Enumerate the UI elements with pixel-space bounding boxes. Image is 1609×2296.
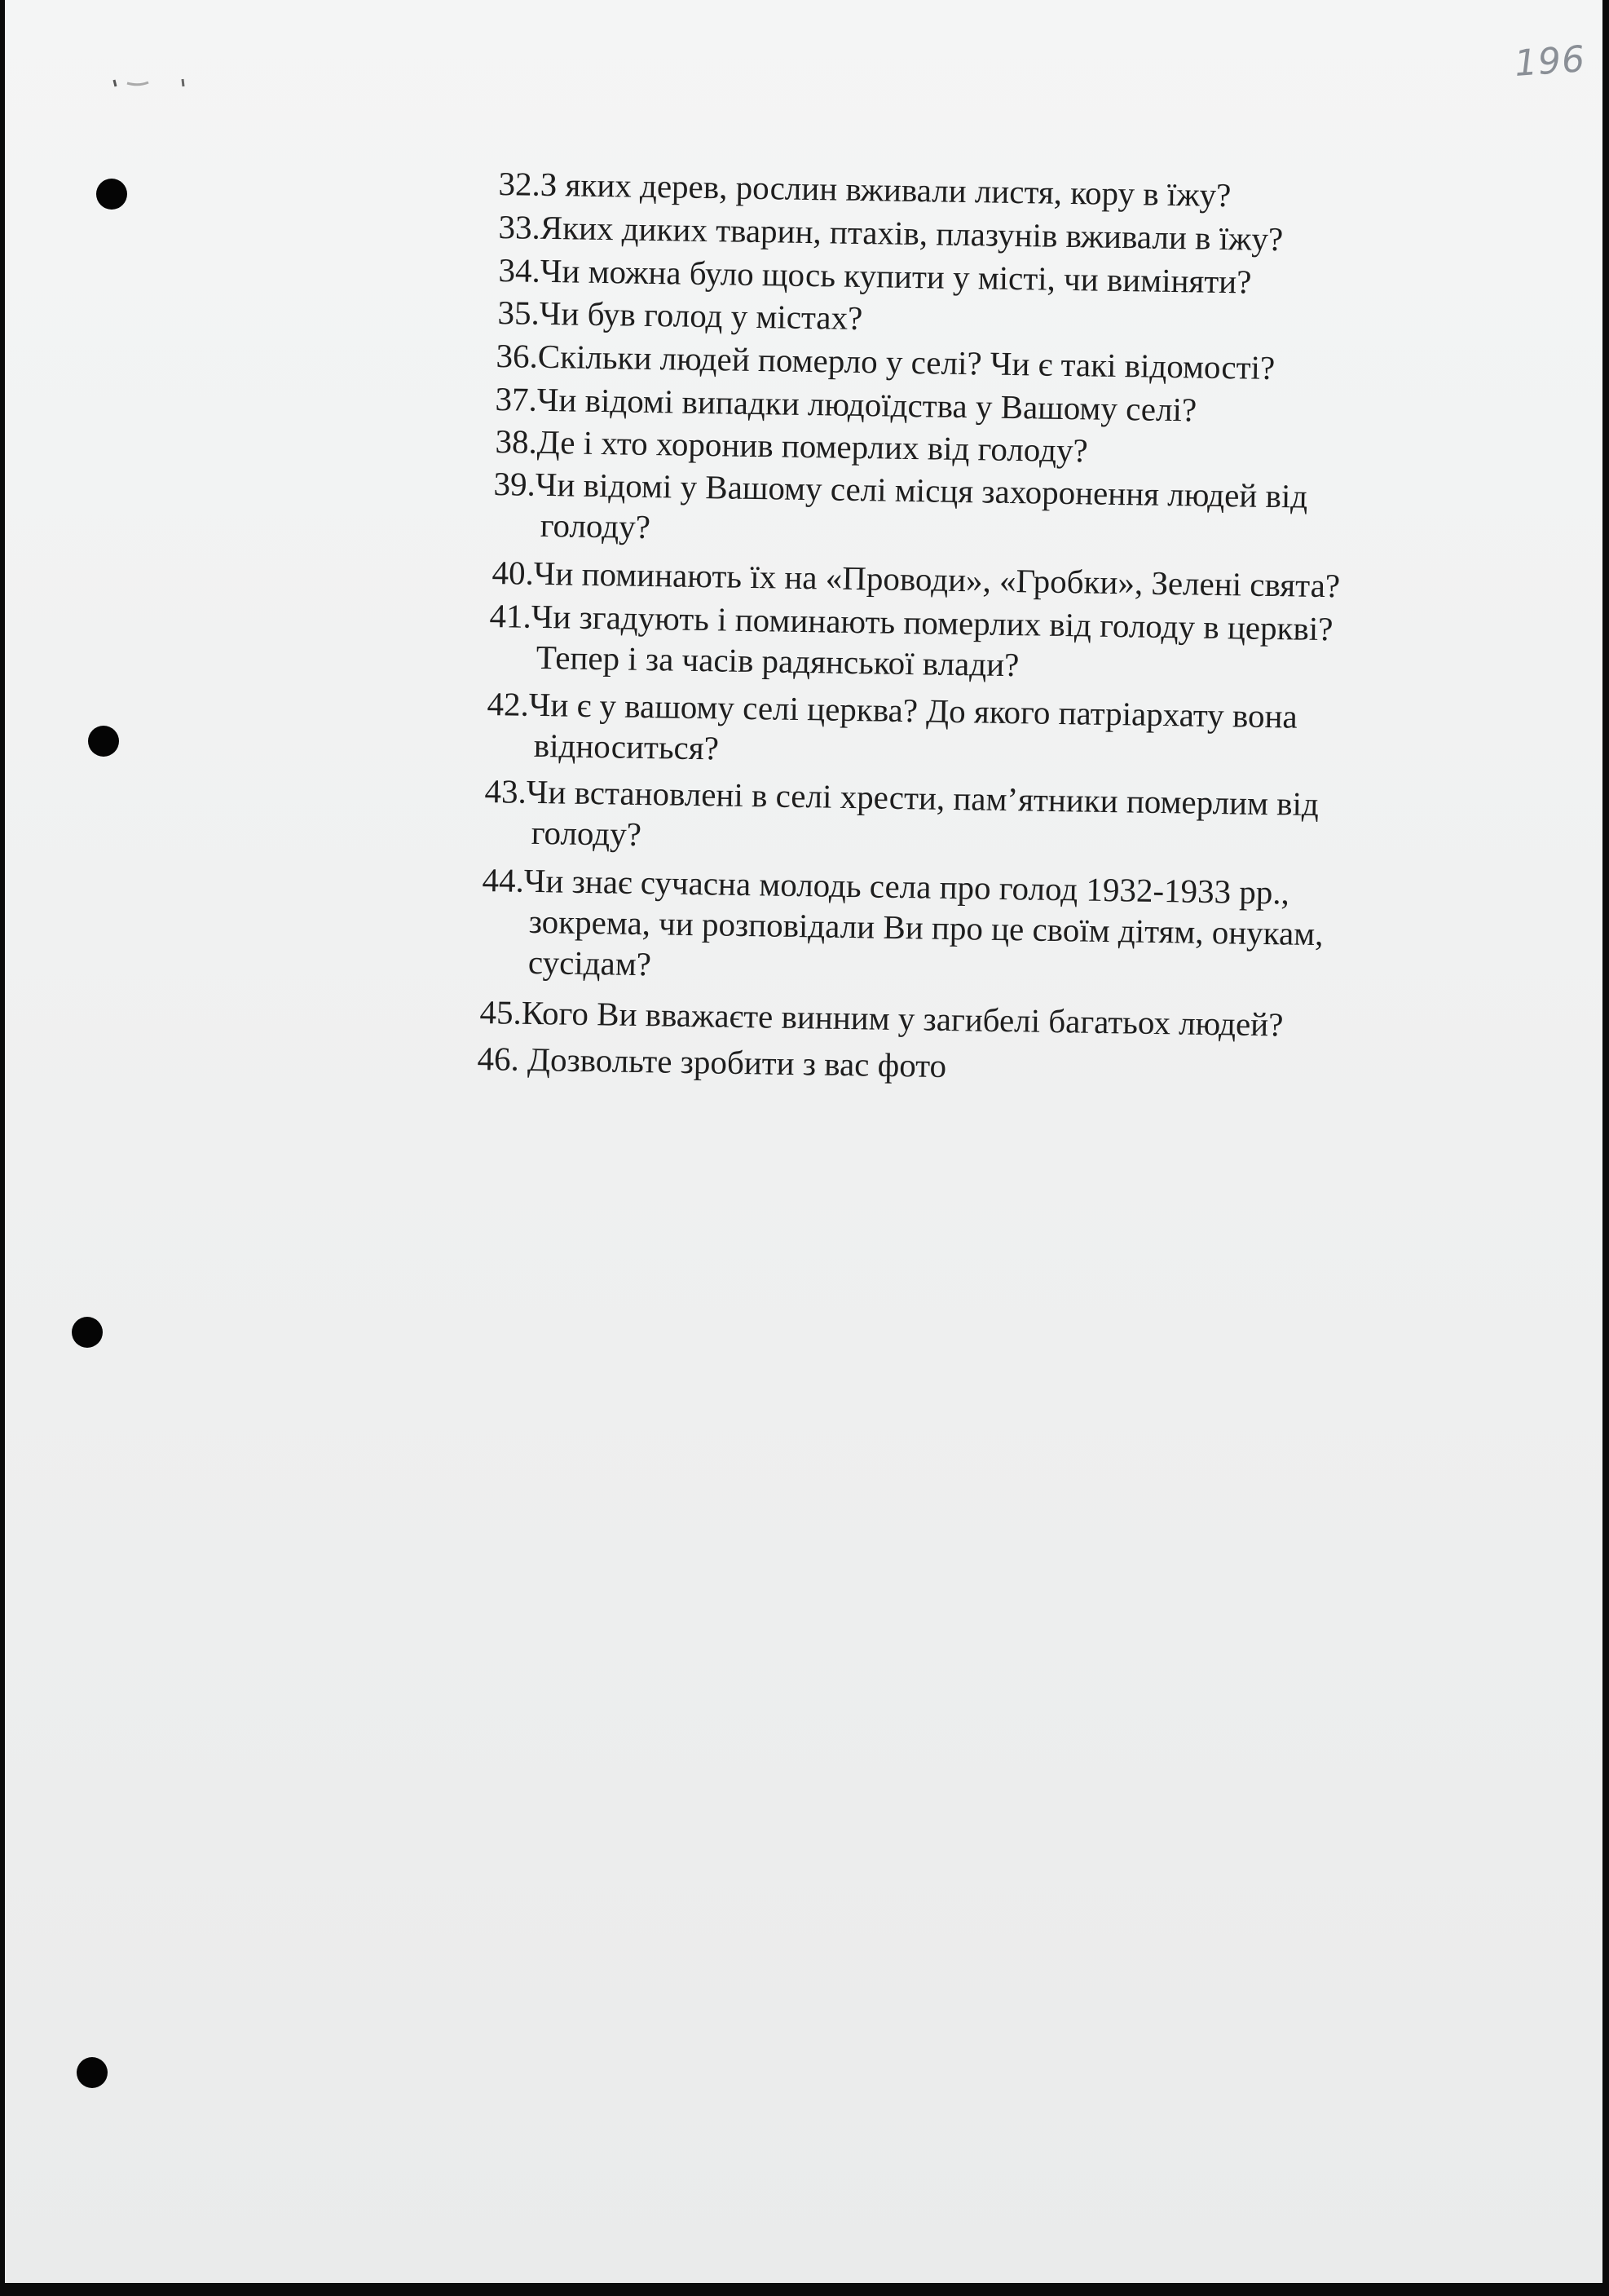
question-text: Чи згадують і поминають померлих від голоду в церкві? bbox=[531, 597, 1333, 648]
question-item bbox=[479, 991, 1284, 1044]
question-text: Чи є у вашому селі церква? До якого патріархату вона bbox=[528, 685, 1298, 735]
question-item bbox=[492, 463, 1307, 558]
question-number: 34. bbox=[498, 250, 541, 289]
question-text: Чи відомі у Вашому селі місця захоронення людей від bbox=[535, 465, 1308, 515]
question-item bbox=[481, 859, 1325, 995]
question-number: 36. bbox=[496, 336, 539, 375]
question-text: Чи був голод у містах? bbox=[539, 294, 863, 338]
question-number: 39. bbox=[493, 464, 536, 503]
question-continuation: голоду? bbox=[531, 813, 642, 854]
question-number: 44. bbox=[482, 860, 525, 899]
question-text: Чи відомі випадки людоїдства у Вашому селі? bbox=[536, 380, 1197, 429]
question-text: Кого Ви вважаєте винним у загибелі багатьох людей? bbox=[521, 993, 1284, 1044]
question-text: Дозвольте зробити з вас фото bbox=[518, 1040, 947, 1085]
question-number: 46. bbox=[477, 1039, 520, 1078]
question-number: 41. bbox=[489, 596, 532, 635]
question-number: 38. bbox=[495, 422, 538, 461]
question-text: Яких диких тварин, птахів, плазунів вживали в їжу? bbox=[540, 208, 1284, 258]
question-continuation: голоду? bbox=[540, 506, 651, 546]
question-continuation: зокрема, чи розповідали Ви про це своїм дітям, онукам, bbox=[528, 902, 1324, 953]
document-page bbox=[5, 0, 1602, 2283]
question-number: 33. bbox=[498, 207, 541, 246]
question-text: Чи знає сучасна молодь села про голод 1932-1933 рр., bbox=[523, 861, 1290, 912]
question-item bbox=[483, 770, 1319, 865]
question-number: 37. bbox=[495, 379, 538, 418]
question-number: 35. bbox=[497, 293, 540, 332]
question-text: Чи встановлені в селі хрести, пам’ятники померлим від bbox=[526, 772, 1320, 823]
question-text: З яких дерев, рослин вживали листя, кору в їжу? bbox=[540, 165, 1232, 214]
question-list bbox=[5, 0, 1609, 1141]
question-text: Скільки людей померло у селі? Чи є такі відомості? bbox=[537, 337, 1276, 387]
question-number: 40. bbox=[492, 553, 535, 592]
question-text: Чи можна було щось купити у місті, чи виміняти? bbox=[540, 251, 1252, 301]
question-item bbox=[486, 683, 1298, 778]
question-continuation: Тепер і за часів радянської влади? bbox=[536, 638, 1020, 684]
question-number: 32. bbox=[498, 164, 541, 203]
question-item bbox=[477, 1038, 946, 1086]
question-number: 42. bbox=[487, 684, 530, 723]
question-continuation: відноситься? bbox=[533, 726, 720, 767]
page-number: 196 bbox=[1513, 38, 1587, 85]
punch-hole bbox=[77, 2057, 108, 2088]
question-number: 43. bbox=[484, 771, 527, 810]
question-text: Чи поминають їх на «Проводи», «Гробки», Зелені свята? bbox=[533, 554, 1341, 605]
question-item bbox=[488, 595, 1333, 690]
question-text: Де і хто хоронив померлих від голоду? bbox=[536, 422, 1089, 470]
question-continuation: сусідам? bbox=[527, 943, 652, 983]
question-number: 45. bbox=[479, 992, 522, 1031]
punch-hole bbox=[72, 1317, 103, 1348]
question-item bbox=[497, 292, 862, 338]
question-item bbox=[495, 421, 1088, 470]
